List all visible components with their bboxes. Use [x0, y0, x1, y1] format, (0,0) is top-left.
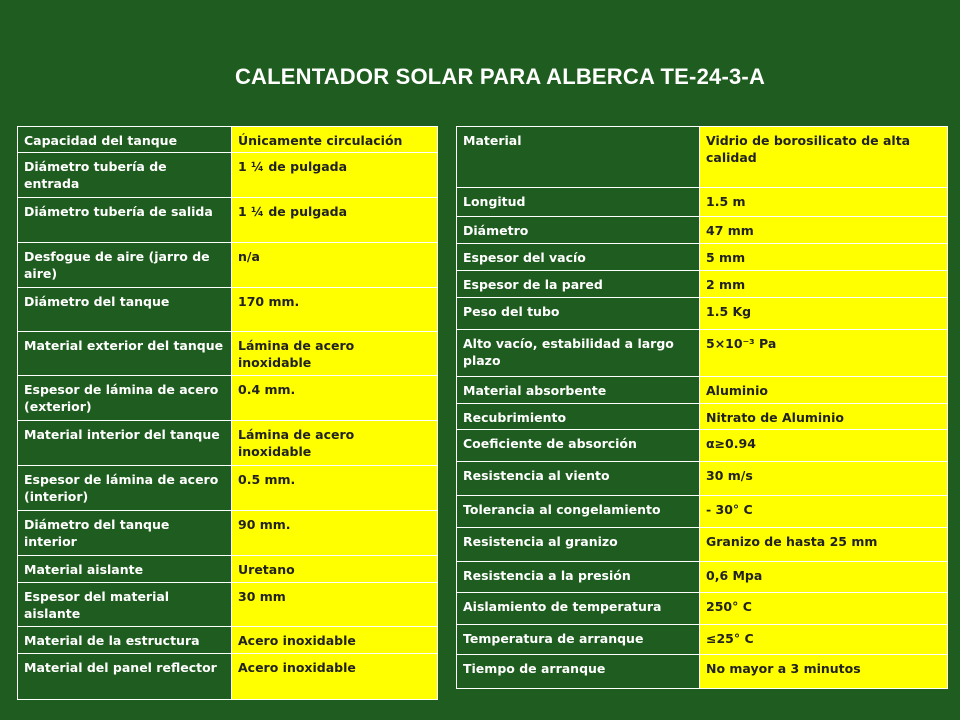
spec-label: Alto vacío, estabilidad a largo plazo	[457, 330, 700, 377]
spec-value: ≤25° C	[700, 625, 948, 655]
spec-value: 47 mm	[700, 217, 948, 244]
table-row	[457, 377, 948, 404]
spec-value: Únicamente circulación	[232, 127, 438, 153]
spec-value: No mayor a 3 minutos	[700, 655, 948, 689]
table-row	[457, 217, 948, 244]
spec-label: Resistencia al granizo	[457, 528, 700, 562]
spec-value: 2 mm	[700, 271, 948, 298]
tank-specs-table	[17, 126, 438, 700]
spec-value: Vidrio de borosilicato de alta calidad	[700, 127, 948, 188]
spec-value: 5 mm	[700, 244, 948, 271]
spec-label: Espesor de lámina de acero (exterior)	[18, 376, 232, 421]
table-row	[457, 625, 948, 655]
spec-label: Material absorbente	[457, 377, 700, 404]
page-title: CALENTADOR SOLAR PARA ALBERCA TE-24-3-A	[234, 64, 766, 89]
table-row	[18, 376, 438, 421]
spec-value: 5×10⁻³ Pa	[700, 330, 948, 377]
table-row	[457, 244, 948, 271]
table-row	[18, 654, 438, 700]
table-row	[457, 593, 948, 625]
table-row	[18, 421, 438, 466]
spec-value: Acero inoxidable	[232, 654, 438, 700]
table-row	[457, 298, 948, 330]
spec-label: Diámetro	[457, 217, 700, 244]
table-row	[18, 243, 438, 288]
spec-label: Capacidad del tanque	[18, 127, 232, 153]
spec-label: Material interior del tanque	[18, 421, 232, 466]
spec-value: 1 ¼ de pulgada	[232, 153, 438, 198]
spec-value: Acero inoxidable	[232, 627, 438, 654]
spec-label: Diámetro del tanque	[18, 288, 232, 332]
spec-value: n/a	[232, 243, 438, 288]
spec-value: 1.5 m	[700, 188, 948, 217]
spec-value: 170 mm.	[232, 288, 438, 332]
spec-value: 1 ¼ de pulgada	[232, 198, 438, 243]
spec-value: α≥0.94	[700, 430, 948, 462]
table-row	[457, 562, 948, 593]
table-row	[457, 188, 948, 217]
spec-label: Espesor de lámina de acero (interior)	[18, 466, 232, 511]
spec-value: Granizo de hasta 25 mm	[700, 528, 948, 562]
spec-value: Lámina de acero inoxidable	[232, 332, 438, 376]
table-row	[457, 655, 948, 689]
table-row	[457, 330, 948, 377]
spec-label: Espesor de la pared	[457, 271, 700, 298]
spec-label: Material exterior del tanque	[18, 332, 232, 376]
table-row	[457, 462, 948, 496]
table-row	[18, 332, 438, 376]
spec-label: Material aislante	[18, 556, 232, 583]
spec-value: Aluminio	[700, 377, 948, 404]
spec-label: Resistencia a la presión	[457, 562, 700, 593]
spec-label: Tiempo de arranque	[457, 655, 700, 689]
spec-label: Espesor del material aislante	[18, 583, 232, 627]
spec-label: Temperatura de arranque	[457, 625, 700, 655]
spec-label: Diámetro tubería de entrada	[18, 153, 232, 198]
spec-label: Resistencia al viento	[457, 462, 700, 496]
spec-label: Tolerancia al congelamiento	[457, 496, 700, 528]
spec-label: Desfogue de aire (jarro de aire)	[18, 243, 232, 288]
table-row	[457, 496, 948, 528]
spec-value: Lámina de acero inoxidable	[232, 421, 438, 466]
table-row	[18, 153, 438, 198]
tube-specs-table	[456, 126, 948, 689]
table-row	[18, 466, 438, 511]
spec-value: 30 mm	[232, 583, 438, 627]
spec-label: Longitud	[457, 188, 700, 217]
spec-label: Espesor del vacío	[457, 244, 700, 271]
spec-value: 1.5 Kg	[700, 298, 948, 330]
spec-value: 250° C	[700, 593, 948, 625]
table-row	[18, 583, 438, 627]
table-row	[18, 556, 438, 583]
spec-value: 30 m/s	[700, 462, 948, 496]
table-row	[457, 430, 948, 462]
table-row	[457, 127, 948, 188]
spec-label: Diámetro del tanque interior	[18, 511, 232, 556]
spec-label: Aislamiento de temperatura	[457, 593, 700, 625]
spec-value: 0.4 mm.	[232, 376, 438, 421]
table-row	[457, 528, 948, 562]
spec-label: Diámetro tubería de salida	[18, 198, 232, 243]
spec-value: 90 mm.	[232, 511, 438, 556]
table-row	[18, 198, 438, 243]
spec-value: 0.5 mm.	[232, 466, 438, 511]
table-row	[18, 127, 438, 153]
spec-value: - 30° C	[700, 496, 948, 528]
spec-value: 0,6 Mpa	[700, 562, 948, 593]
spec-label: Coeficiente de absorción	[457, 430, 700, 462]
table-row	[18, 627, 438, 654]
table-row	[18, 288, 438, 332]
spec-value: Uretano	[232, 556, 438, 583]
spec-label: Recubrimiento	[457, 404, 700, 430]
table-row	[457, 271, 948, 298]
spec-value: Nitrato de Aluminio	[700, 404, 948, 430]
spec-label: Material del panel reflector	[18, 654, 232, 700]
spec-label: Peso del tubo	[457, 298, 700, 330]
spec-label: Material	[457, 127, 700, 188]
spec-label: Material de la estructura	[18, 627, 232, 654]
table-row	[457, 404, 948, 430]
table-row	[18, 511, 438, 556]
